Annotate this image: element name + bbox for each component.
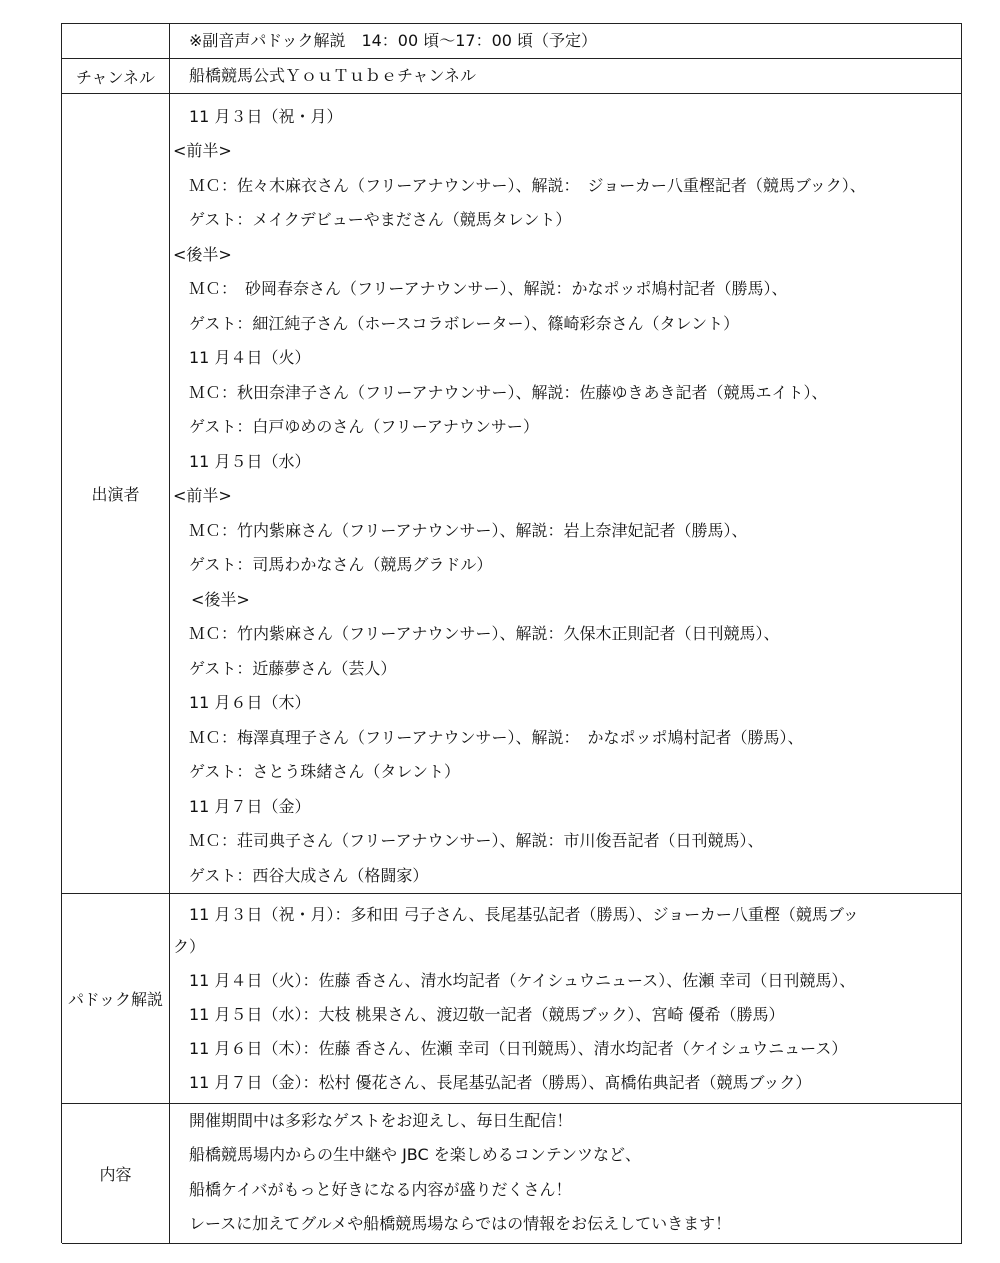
paddock-line: 11 月７日（金）：松村 優花さん、長尾基弘記者（勝馬）、髙橋佑典記者（競馬ブック） (189, 1073, 812, 1092)
content-line: レースに加えてグルメや船橋競馬場ならではの情報をお伝えしていきます！ (189, 1214, 732, 1233)
performers-line: 11 月５日（水） (189, 452, 311, 471)
row-content (62, 1104, 962, 1244)
row-channel-header: チャンネル (62, 59, 170, 94)
content-line: 開催期間中は多彩なゲストをお迎えし、毎日生配信！ (189, 1111, 573, 1130)
row-paddock-body (170, 894, 962, 1104)
performers-line: ゲスト：メイクデビューやまださん（競馬タレント） (189, 210, 572, 229)
performers-line: ＭＣ：竹内紫麻さん（フリーアナウンサー）、解説：久保木正則記者（日刊競馬）、 (189, 624, 780, 643)
row-content-header: 内容 (62, 1104, 170, 1244)
performers-line: ゲスト：司馬わかなさん（競馬グラドル） (189, 555, 493, 574)
row-channel (62, 59, 962, 94)
performers-line: 11 月４日（火） (189, 348, 311, 367)
row-performers-body (170, 94, 962, 894)
performers-line: <前半> (173, 141, 232, 160)
performers-line: ＭＣ：梅澤真理子さん（フリーアナウンサー）、解説： かなポッポ鳩村記者（勝馬）、 (189, 728, 804, 747)
performers-line: <前半> (173, 486, 232, 505)
performers-line: <後半> (173, 245, 232, 264)
performers-line: ゲスト：細江純子さん（ホースコラボレーター）、篠崎彩奈さん（タレント） (189, 314, 740, 333)
performers-line: ゲスト：近藤夢さん（芸人） (189, 659, 397, 678)
row-performers-header: 出演者 (62, 94, 170, 894)
program-table (61, 23, 962, 1243)
row-content-body (170, 1104, 962, 1244)
paddock-line: 11 月６日（木）：佐藤 香さん、佐瀬 幸司（日刊競馬）、清水均記者（ケイシュウニュース） (189, 1039, 848, 1058)
content-line: 船橋ケイバがもっと好きになる内容が盛りだくさん！ (189, 1180, 572, 1199)
performers-line: ＭＣ： 砂岡春奈さん（フリーアナウンサー）、解説：かなポッポ鳩村記者（勝馬）、 (189, 279, 788, 298)
row-paddock (62, 894, 962, 1104)
row-subvoice (62, 24, 962, 59)
row-paddock-header: パドック解説 (62, 894, 170, 1104)
row-subvoice-header (62, 24, 170, 59)
row-performers (62, 94, 962, 894)
performers-line: ゲスト：西谷大成さん（格闘家） (189, 866, 429, 885)
row-channel-body (170, 59, 962, 94)
paddock-line: 11 月３日（祝・月）：多和田 弓子さん、長尾基弘記者（勝馬）、ジョーカー八重樫（競馬ブッ (189, 905, 859, 924)
subvoice-line: ※副音声パドック解説 14：00 頃〜17：00 頃（予定） (189, 31, 598, 50)
paddock-line: ク） (173, 937, 206, 956)
row-subvoice-body (170, 24, 962, 59)
performers-line: <後半> (191, 590, 250, 609)
performers-line: ＭＣ：荘司典子さん（フリーアナウンサー）、解説：市川俊吾記者（日刊競馬）、 (189, 831, 764, 850)
performers-line: 11 月６日（木） (189, 693, 311, 712)
performers-line: ＭＣ：竹内紫麻さん（フリーアナウンサー）、解説：岩上奈津妃記者（勝馬）、 (189, 521, 748, 540)
paddock-line: 11 月５日（水）：大枝 桃果さん、渡辺敬一記者（競馬ブック）、宮崎 優希（勝馬） (189, 1005, 785, 1024)
channel-line: 船橋競馬公式ＹｏｕＴｕｂｅチャンネル (189, 66, 477, 85)
paddock-line: 11 月４日（火）：佐藤 香さん、清水均記者（ケイシュウニュース）、佐瀬 幸司（日刊競馬）、 (189, 971, 856, 990)
performers-line: ＭＣ：秋田奈津子さん（フリーアナウンサー）、解説：佐藤ゆきあき記者（競馬エイト）、 (189, 383, 828, 402)
performers-line: 11 月３日（祝・月） (189, 107, 343, 126)
performers-line: 11 月７日（金） (189, 797, 311, 816)
performers-line: ゲスト：白戸ゆめのさん（フリーアナウンサー） (189, 417, 539, 436)
performers-line: ＭＣ：佐々木麻衣さん（フリーアナウンサー）、解説： ジョーカー八重樫記者（競馬ブック）、 (189, 176, 866, 195)
performers-line: ゲスト：さとう珠緒さん（タレント） (189, 762, 460, 781)
content-line: 船橋競馬場内からの生中継や JBC を楽しめるコンテンツなど、 (189, 1145, 641, 1164)
